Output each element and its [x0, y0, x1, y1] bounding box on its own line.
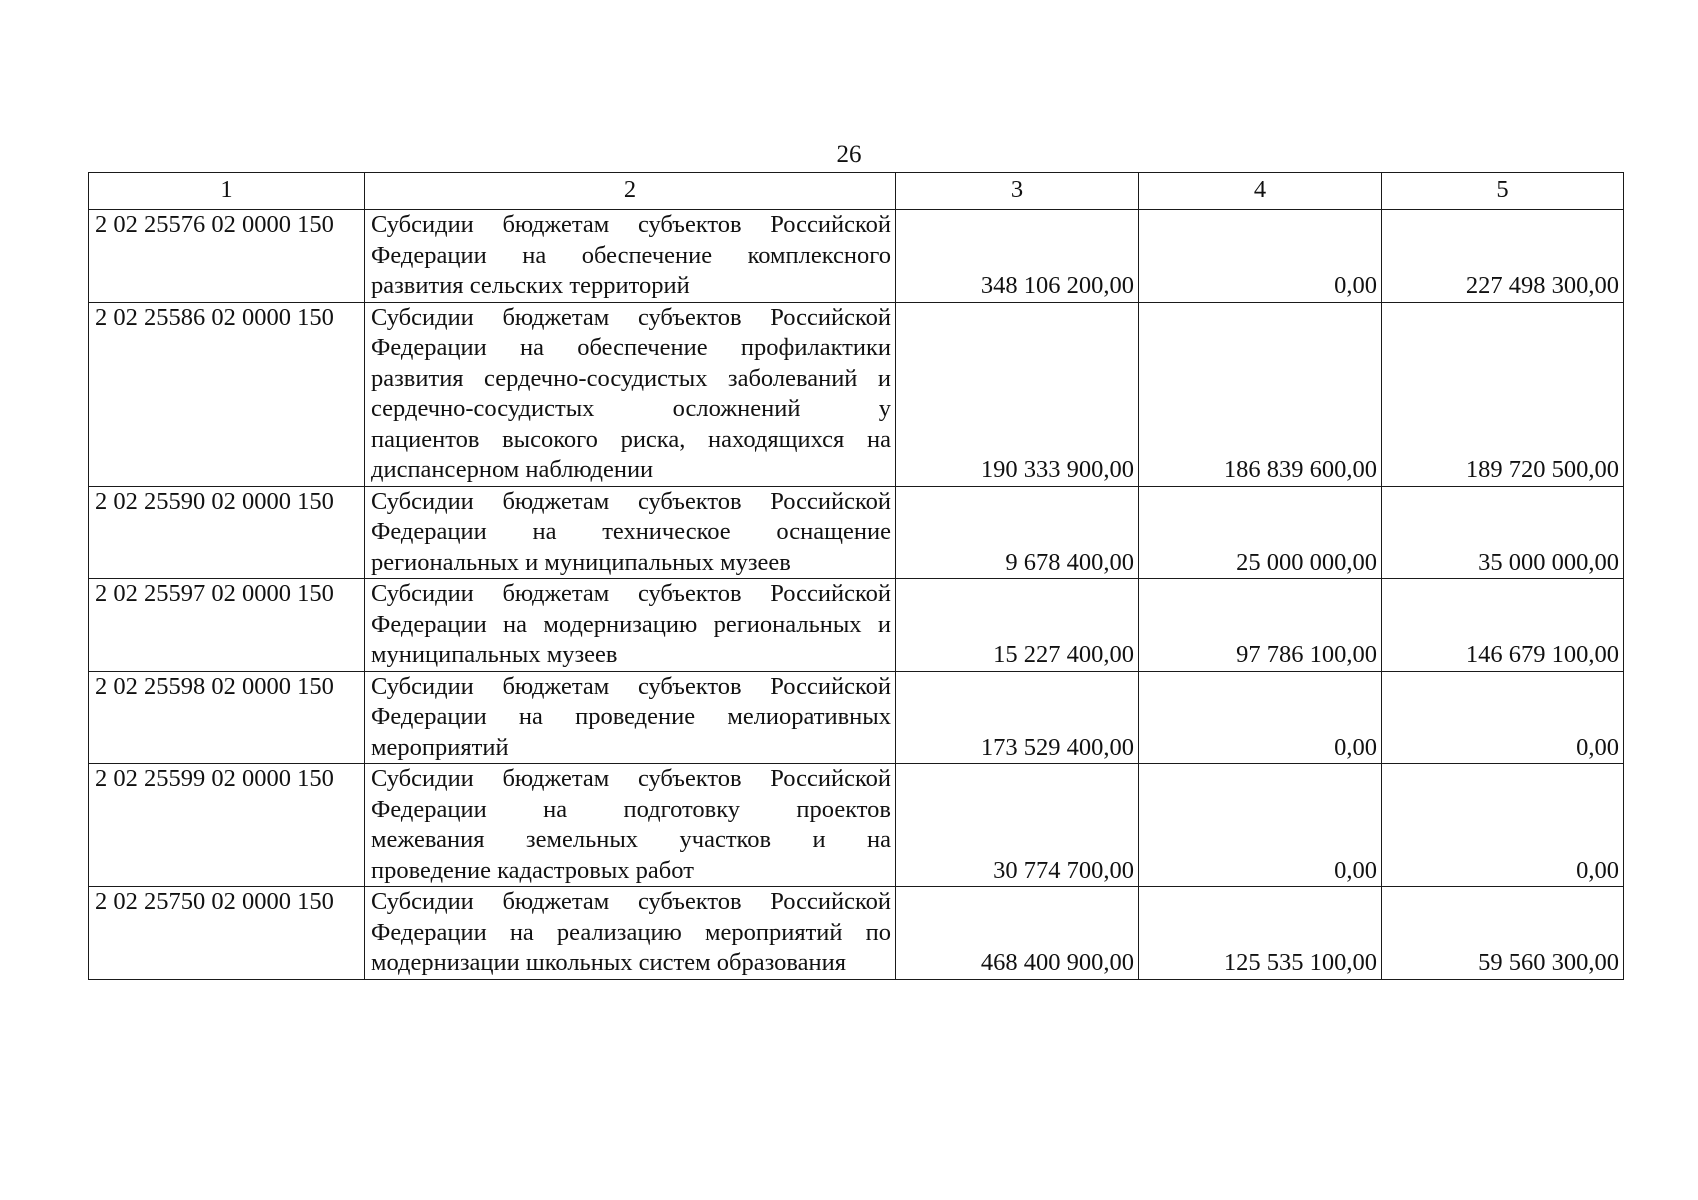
table-row: [89, 764, 1624, 887]
description-line: Федерации на модернизацию региональных и: [371, 610, 891, 638]
description-cell: [365, 671, 896, 764]
description-line: Субсидии бюджетам субъектов Российской: [371, 888, 891, 915]
budget-code-cell: 2 02 25597 02 0000 150: [89, 579, 365, 672]
amount-col3-cell: 15 227 400,00: [896, 579, 1139, 672]
budget-code-cell: 2 02 25576 02 0000 150: [89, 210, 365, 303]
description-line: межевания земельных участков и на: [371, 826, 891, 853]
amount-col3-cell: 30 774 700,00: [896, 764, 1139, 887]
description-cell: [365, 579, 896, 672]
amount-col3-cell: 173 529 400,00: [896, 671, 1139, 764]
description-line: Субсидии бюджетам субъектов Российской: [371, 580, 891, 607]
amount-col4-cell: 125 535 100,00: [1139, 887, 1382, 980]
amount-col5-cell: 189 720 500,00: [1382, 302, 1624, 486]
description-line: Субсидии бюджетам субъектов Российской: [371, 211, 891, 238]
description-line: развития сельских территорий: [371, 272, 690, 299]
column-header: 4: [1139, 173, 1382, 210]
amount-col5-cell: 0,00: [1382, 671, 1624, 764]
description-cell: [365, 210, 896, 303]
amount-col5-cell: 227 498 300,00: [1382, 210, 1624, 303]
description-line: пациентов высокого риска, находящихся на: [371, 425, 891, 453]
budget-code-cell: 2 02 25599 02 0000 150: [89, 764, 365, 887]
description-cell: [365, 887, 896, 980]
amount-col5-cell: 0,00: [1382, 764, 1624, 887]
amount-col4-cell: 186 839 600,00: [1139, 302, 1382, 486]
description-line: Субсидии бюджетам субъектов Российской: [371, 303, 891, 331]
description-line: Субсидии бюджетам субъектов Российской: [371, 487, 891, 515]
table-row: [89, 671, 1624, 764]
budget-code-cell: 2 02 25590 02 0000 150: [89, 486, 365, 579]
table-row: [89, 579, 1624, 672]
description-line: Федерации на подготовку проектов: [371, 795, 891, 823]
amount-col3-cell: 348 106 200,00: [896, 210, 1139, 303]
description-cell: [365, 302, 896, 486]
budget-code-cell: 2 02 25598 02 0000 150: [89, 671, 365, 764]
budget-table: [88, 172, 1624, 980]
description-line: Федерации на реализацию мероприятий по: [371, 918, 891, 946]
page-number: 26: [836, 141, 862, 168]
amount-col4-cell: 0,00: [1139, 671, 1382, 764]
table-row: [89, 887, 1624, 980]
description-line: диспансерном наблюдении: [371, 456, 654, 483]
description-line: региональных и муниципальных музеев: [371, 548, 791, 576]
description-line: Субсидии бюджетам субъектов Российской: [371, 672, 891, 700]
description-line: Федерации на обеспечение комплексного: [371, 241, 891, 269]
amount-col4-cell: 25 000 000,00: [1139, 486, 1382, 579]
budget-code-cell: 2 02 25586 02 0000 150: [89, 302, 365, 486]
description-line: Федерации на обеспечение профилактики: [371, 334, 891, 361]
description-cell: [365, 764, 896, 887]
description-line: мероприятий: [371, 733, 509, 761]
table-body: [89, 173, 1624, 980]
table-row: [89, 302, 1624, 486]
column-header: 5: [1382, 173, 1624, 210]
description-line: сердечно-сосудистых осложнений у: [371, 395, 891, 422]
amount-col5-cell: 35 000 000,00: [1382, 486, 1624, 579]
description-line: модернизации школьных систем образования: [371, 949, 846, 976]
column-number-header-row: [89, 173, 1624, 210]
table-row: [89, 210, 1624, 303]
amount-col3-cell: 468 400 900,00: [896, 887, 1139, 980]
description-line: муниципальных музеев: [371, 641, 618, 668]
amount-col4-cell: 0,00: [1139, 210, 1382, 303]
budget-code-cell: 2 02 25750 02 0000 150: [89, 887, 365, 980]
description-line: Федерации на техническое оснащение: [371, 518, 891, 545]
column-header: 3: [896, 173, 1139, 210]
amount-col4-cell: 0,00: [1139, 764, 1382, 887]
description-line: Федерации на проведение мелиоративных: [371, 703, 891, 730]
amount-col3-cell: 9 678 400,00: [896, 486, 1139, 579]
description-line: Субсидии бюджетам субъектов Российской: [371, 765, 891, 792]
description-line: проведение кадастровых работ: [371, 856, 694, 884]
column-header: 2: [365, 173, 896, 210]
column-header: 1: [89, 173, 365, 210]
amount-col5-cell: 59 560 300,00: [1382, 887, 1624, 980]
description-cell: [365, 486, 896, 579]
description-line: развития сердечно-сосудистых заболеваний и: [371, 364, 891, 392]
amount-col5-cell: 146 679 100,00: [1382, 579, 1624, 672]
amount-col4-cell: 97 786 100,00: [1139, 579, 1382, 672]
amount-col3-cell: 190 333 900,00: [896, 302, 1139, 486]
table-row: [89, 486, 1624, 579]
